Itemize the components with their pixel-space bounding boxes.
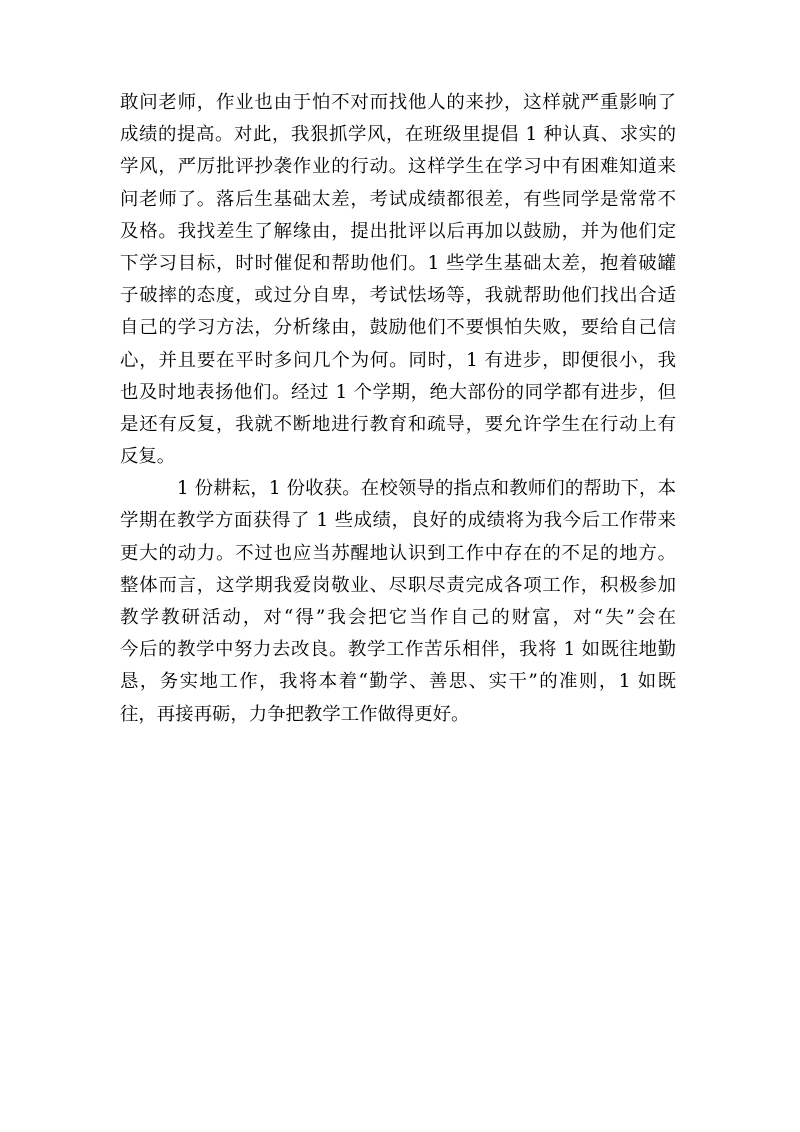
paragraph-line: 问老师了。落后生基础太差，考试成绩都很差，有些同学是常常不	[120, 188, 676, 210]
paragraph-line: 下学习目标，时时催促和帮助他们。1 些学生基础太差，抱着破罐	[120, 252, 676, 274]
paragraph-line: 心，并且要在平时多问几个为何。同时，1 有进步，即便很小，我	[120, 349, 676, 371]
paragraph-line: 子破摔的态度，或过分自卑，考试怯场等，我就帮助他们找出合适	[120, 285, 676, 307]
paragraph-line: 是还有反复，我就不断地进行教育和疏导，要允许学生在行动上有	[120, 413, 676, 435]
paragraph-line: 整体而言，这学期我爱岗敬业、尽职尽责完成各项工作，积极参加	[120, 574, 676, 596]
paragraph-line: 往，再接再砺，力争把教学工作做得更好。	[120, 703, 470, 725]
paragraph-line: 今后的教学中努力去改良。教学工作苦乐相伴，我将 1 如既往地勤	[120, 639, 676, 661]
paragraph-line: 1 份耕耘，1 份收获。在校领导的指点和教师们的帮助下，本	[177, 478, 676, 500]
paragraph-2	[120, 473, 676, 731]
paragraph-line: 及格。我找差生了解缘由，提出批评以后再加以鼓励，并为他们定	[120, 220, 676, 242]
paragraph-line: 也及时地表扬他们。经过 1 个学期，绝大部份的同学都有进步，但	[120, 381, 676, 403]
paragraph-line: 自己的学习方法，分析缘由，鼓励他们不要惧怕失败，要给自己信	[120, 317, 676, 339]
paragraph-line: 教学教研活动，对“得”我会把它当作自己的财富，对“失”会在	[120, 607, 676, 628]
paragraph-line: 学期在教学方面获得了 1 些成绩，良好的成绩将为我今后工作带来	[120, 510, 676, 532]
paragraph-line: 恳，务实地工作，我将本着“勤学、善思、实干”的准则，1 如既	[120, 671, 676, 693]
paragraph-line: 敢问老师，作业也由于怕不对而找他人的来抄，这样就严重影响了	[120, 92, 676, 113]
document-body	[120, 87, 676, 731]
paragraph-line: 成绩的提高。对此，我狠抓学风，在班级里提倡 1 种认真、求实的	[120, 124, 676, 146]
paragraph-1	[120, 87, 676, 473]
paragraph-line: 学风，严厉批评抄袭作业的行动。这样学生在学习中有困难知道来	[120, 156, 676, 178]
paragraph-line: 反复。	[120, 446, 176, 468]
paragraph-line: 更大的动力。不过也应当苏醒地认识到工作中存在的不足的地方。	[120, 542, 676, 564]
